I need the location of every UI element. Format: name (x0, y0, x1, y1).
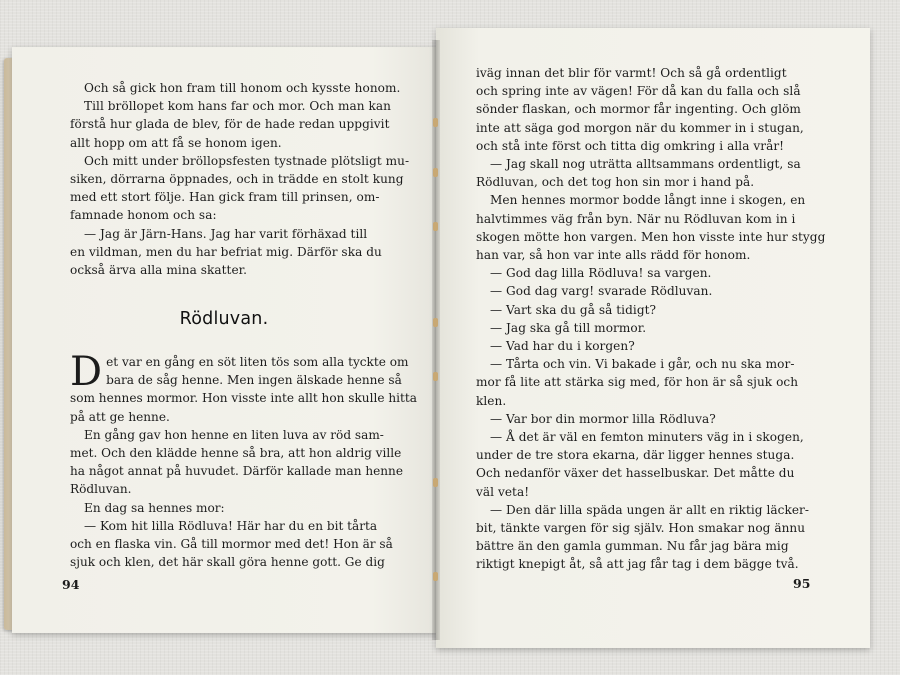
text-line: också ärva alla mina skatter. (70, 263, 248, 278)
text-line: — Jag skall nog uträtta alltsammans ordentligt, sa (490, 157, 801, 172)
text-line: riktigt knepigt åt, så att jag får tag i dem bägge två. (476, 557, 799, 572)
text-line: sjuk och klen, det här skall göra henne gott. Ge dig (70, 555, 385, 570)
text-line: bara de såg henne. Men ingen älskade henne så (106, 373, 402, 388)
chapter-title: Rödluvan. (179, 309, 269, 329)
text-line: allt hopp om att få se honom igen. (70, 135, 282, 150)
text-line: — God dag lilla Rödluva! sa vargen. (490, 266, 712, 281)
text-line: mor få lite att stärka sig med, för hon är så sjuk och (476, 375, 799, 390)
text-line: en vildman, men du har befriat mig. Därför ska du (70, 244, 382, 259)
text-line: bättre än den gamla gumman. Nu får jag bära mig (476, 539, 789, 554)
text-line: — Å det är väl en femton minuters väg in i skogen, (490, 430, 804, 445)
text-line: på att ge henne. (70, 409, 170, 424)
page-number-right: 95 (793, 576, 811, 591)
page-number-left: 94 (62, 577, 80, 592)
text-line: iväg innan det blir för varmt! Och så gå ordentligt (476, 66, 787, 80)
text-line: Och så gick hon fram till honom och kysste honom. (84, 81, 401, 95)
text-line: Till bröllopet kom hans far och mor. Och man kan (84, 99, 391, 114)
text-line: halvtimmes väg från byn. När nu Rödluvan kom in i (476, 211, 796, 226)
text-line: — Tårta och vin. Vi bakade i går, och nu ska mor- (490, 357, 795, 372)
left-page (12, 47, 436, 633)
text-line: — Vad har du i korgen? (490, 339, 635, 354)
text-line: bit, tänkte vargen för sig själv. Hon smakar nog ännu (476, 521, 806, 536)
binding-stitch (433, 478, 438, 487)
binding-stitch (433, 168, 438, 177)
text-line: — Jag ska gå till mormor. (490, 320, 647, 335)
text-line: En gång gav hon henne en liten luva av röd sam- (84, 427, 384, 442)
text-line: med ett stort följe. Han gick fram till prinsen, om- (70, 190, 380, 205)
text-line: — Jag är Järn-Hans. Jag har varit förhäxad till (84, 226, 368, 241)
text-line: klen. (476, 393, 507, 408)
text-line: — God dag varg! svarade Rödluvan. (490, 284, 713, 299)
text-line: skogen mötte hon vargen. Men hon visste inte hur stygg (476, 229, 826, 244)
text-line: et var en gång en söt liten tös som alla tyckte om (106, 355, 409, 369)
text-line: Och mitt under bröllopsfesten tystnade plötsligt mu- (84, 153, 410, 168)
text-line: under de tre stora ekarna, där ligger hennes stuga. (476, 448, 795, 463)
drop-cap: D (70, 349, 103, 395)
text-line: met. Och den klädde henne så bra, att hon aldrig ville (70, 446, 402, 461)
binding-stitch (433, 572, 438, 581)
text-line: — Kom hit lilla Rödluva! Här har du en bit tårta (84, 518, 378, 533)
text-line: sönder flaskan, och mormor får ingenting. Och glöm (476, 102, 801, 117)
text-line: Men hennes mormor bodde långt inne i skogen, en (490, 193, 806, 208)
text-line: väl veta! (476, 484, 530, 499)
text-line: Rödluvan. (70, 482, 132, 497)
text-line: — Den där lilla späda ungen är allt en riktig läcker- (490, 502, 810, 517)
text-line: — Vart ska du gå så tidigt? (490, 302, 657, 317)
left-page-text (70, 79, 410, 279)
text-line: famnade honom och sa: (70, 208, 217, 223)
text-line: — Var bor din mormor lilla Rödluva? (490, 411, 716, 426)
text-line: som hennes mormor. Hon visste inte allt hon skulle hitta (70, 391, 417, 406)
binding-stitch (433, 372, 438, 381)
binding-stitch (433, 318, 438, 327)
right-page (436, 28, 870, 648)
right-page-text (476, 64, 828, 574)
binding-stitch (433, 222, 438, 231)
binding-stitch (433, 118, 438, 127)
text-line: och en flaska vin. Gå till mormor med det! Hon är så (70, 537, 393, 552)
text-line: Och nedanför växer det hasselbuskar. Det måtte du (476, 466, 795, 481)
chapter-body (70, 349, 417, 571)
text-line: och stå inte först och titta dig omkring i alla vrår! (476, 138, 785, 153)
text-line: förstå hur glada de blev, för de hade redan uppgivit (70, 117, 390, 132)
text-line: och spring inte av vägen! För då kan du falla och slå (476, 84, 801, 99)
text-line: En dag sa hennes mor: (84, 500, 225, 515)
text-line: han var, så hon var inte alls rädd för honom. (476, 248, 751, 263)
text-line: inte att säga god morgon när du kommer in i stugan, (476, 120, 804, 135)
book-gutter (432, 40, 440, 640)
text-line: siken, dörrarna öppnades, och in trädde en stolt kung (70, 172, 404, 187)
text-line: ha något annat på huvudet. Därför kallade man henne (70, 464, 404, 479)
text-line: Rödluvan, och det tog hon sin mor i hand på. (476, 175, 755, 190)
